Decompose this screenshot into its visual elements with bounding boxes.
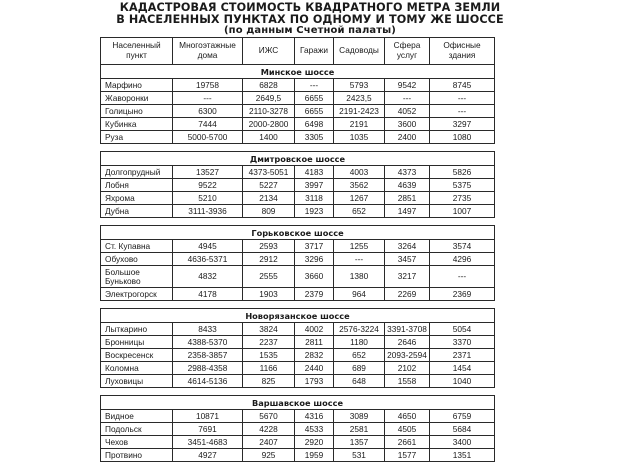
cell-gardeners: 1357	[334, 436, 385, 449]
cell-individual-housing: 1535	[243, 349, 295, 362]
cell-garages: 1793	[295, 375, 334, 388]
cell-offices: 5826	[430, 166, 495, 179]
cell-apartment-buildings: 2358-3857	[173, 349, 243, 362]
cell-services: 3457	[385, 253, 430, 266]
table-row	[101, 192, 495, 205]
cell-garages: 3660	[295, 266, 334, 288]
cell-apartment-buildings: 4945	[173, 240, 243, 253]
cell-locality: Электрогорск	[101, 288, 173, 301]
cell-individual-housing: 4373-5051	[243, 166, 295, 179]
cell-individual-housing: 5227	[243, 179, 295, 192]
cell-offices: 2735	[430, 192, 495, 205]
cell-offices: 3370	[430, 336, 495, 349]
section-title: Минское шоссе	[101, 65, 495, 79]
table-row	[101, 79, 495, 92]
cell-services: 1497	[385, 205, 430, 218]
cell-gardeners: 2576-3224	[334, 323, 385, 336]
cell-offices: 3574	[430, 240, 495, 253]
cell-gardeners: 652	[334, 205, 385, 218]
table-row	[101, 323, 495, 336]
cell-apartment-buildings: 19758	[173, 79, 243, 92]
cell-individual-housing: 5670	[243, 410, 295, 423]
cell-services: 2400	[385, 131, 430, 144]
cell-apartment-buildings: 9522	[173, 179, 243, 192]
cell-apartment-buildings: 3111-3936	[173, 205, 243, 218]
cell-gardeners: 5793	[334, 79, 385, 92]
cell-services: 3217	[385, 266, 430, 288]
cell-garages: 3717	[295, 240, 334, 253]
cell-garages: 4183	[295, 166, 334, 179]
cell-individual-housing: 825	[243, 375, 295, 388]
cell-services: 1577	[385, 449, 430, 462]
cell-gardeners: 2423,5	[334, 92, 385, 105]
cell-apartment-buildings: 8433	[173, 323, 243, 336]
section-spacer-cell	[101, 388, 495, 396]
cell-offices: 1080	[430, 131, 495, 144]
cell-gardeners: 1267	[334, 192, 385, 205]
cell-locality: Жаворонки	[101, 92, 173, 105]
cell-locality: Руза	[101, 131, 173, 144]
cadastral-price-table	[100, 37, 495, 462]
cell-offices: ---	[430, 92, 495, 105]
table-row	[101, 92, 495, 105]
table-row	[101, 240, 495, 253]
cell-locality: Голицыно	[101, 105, 173, 118]
header-offices: Офисные здания	[430, 38, 495, 65]
cell-apartment-buildings: ---	[173, 92, 243, 105]
table-row	[101, 349, 495, 362]
cell-services: 2646	[385, 336, 430, 349]
cell-individual-housing: 2407	[243, 436, 295, 449]
cell-offices: 4296	[430, 253, 495, 266]
cell-garages: 2832	[295, 349, 334, 362]
cell-individual-housing: 1166	[243, 362, 295, 375]
title-source-note: (по данным Счетной палаты)	[224, 25, 396, 36]
section-spacer	[101, 388, 495, 396]
cell-gardeners: 1380	[334, 266, 385, 288]
cell-services: 2093-2594	[385, 349, 430, 362]
cell-services: 2661	[385, 436, 430, 449]
section-header-row	[101, 309, 495, 323]
cell-apartment-buildings: 7691	[173, 423, 243, 436]
cell-garages: 2920	[295, 436, 334, 449]
header-gardeners: Садоводы	[334, 38, 385, 65]
table-row	[101, 118, 495, 131]
cell-offices: 3400	[430, 436, 495, 449]
cell-garages: 6655	[295, 105, 334, 118]
cell-apartment-buildings: 5000-5700	[173, 131, 243, 144]
cell-gardeners: 652	[334, 349, 385, 362]
table-header-row	[101, 38, 495, 65]
cell-apartment-buildings: 5210	[173, 192, 243, 205]
cell-individual-housing: 925	[243, 449, 295, 462]
table-row	[101, 410, 495, 423]
cell-locality: Яхрома	[101, 192, 173, 205]
cell-offices: 6759	[430, 410, 495, 423]
cell-individual-housing: 809	[243, 205, 295, 218]
title-line-1: КАДАСТРОВАЯ СТОИМОСТЬ КВАДРАТНОГО МЕТРА ЗЕМЛИ	[119, 1, 501, 14]
section-header-row	[101, 152, 495, 166]
table-body	[101, 65, 495, 462]
cell-gardeners: 3089	[334, 410, 385, 423]
cell-locality: Дубна	[101, 205, 173, 218]
table-row	[101, 253, 495, 266]
cell-individual-housing: 2237	[243, 336, 295, 349]
section-title: Варшавское шоссе	[101, 396, 495, 410]
section-header-row	[101, 396, 495, 410]
cell-services: 4373	[385, 166, 430, 179]
cell-gardeners: 1035	[334, 131, 385, 144]
cell-apartment-buildings: 4178	[173, 288, 243, 301]
cell-garages: 2440	[295, 362, 334, 375]
cell-offices: 2371	[430, 349, 495, 362]
cell-offices: 5054	[430, 323, 495, 336]
cell-apartment-buildings: 4832	[173, 266, 243, 288]
cell-individual-housing: 3824	[243, 323, 295, 336]
cell-locality: Чехов	[101, 436, 173, 449]
cell-services: 9542	[385, 79, 430, 92]
cell-services: 3264	[385, 240, 430, 253]
section-spacer-cell	[101, 301, 495, 309]
cell-garages: 3118	[295, 192, 334, 205]
cell-services: 3600	[385, 118, 430, 131]
header-garages: Гаражи	[295, 38, 334, 65]
cell-apartment-buildings: 2988-4358	[173, 362, 243, 375]
cell-garages: 2379	[295, 288, 334, 301]
cell-apartment-buildings: 13527	[173, 166, 243, 179]
cell-gardeners: 689	[334, 362, 385, 375]
cell-locality: Луховицы	[101, 375, 173, 388]
cell-gardeners: 2191-2423	[334, 105, 385, 118]
cell-locality: Большое Буньково	[101, 266, 173, 288]
cell-individual-housing: 2912	[243, 253, 295, 266]
cell-offices: 2369	[430, 288, 495, 301]
section-title: Горьковское шоссе	[101, 226, 495, 240]
cell-individual-housing: 1903	[243, 288, 295, 301]
cell-apartment-buildings: 10871	[173, 410, 243, 423]
cell-services: ---	[385, 92, 430, 105]
cell-garages: 4316	[295, 410, 334, 423]
header-apartment-buildings: Многоэтажные дома	[173, 38, 243, 65]
cell-gardeners: 2581	[334, 423, 385, 436]
section-header-row	[101, 65, 495, 79]
cell-locality: Марфино	[101, 79, 173, 92]
cell-apartment-buildings: 6300	[173, 105, 243, 118]
cell-apartment-buildings: 4636-5371	[173, 253, 243, 266]
table-row	[101, 166, 495, 179]
section-spacer	[101, 218, 495, 226]
cell-locality: Лыткарино	[101, 323, 173, 336]
table-row	[101, 362, 495, 375]
section-title: Дмитровское шоссе	[101, 152, 495, 166]
table-row	[101, 179, 495, 192]
cell-gardeners: 964	[334, 288, 385, 301]
cell-offices: 3297	[430, 118, 495, 131]
cell-services: 4505	[385, 423, 430, 436]
cell-apartment-buildings: 3451-4683	[173, 436, 243, 449]
cell-garages: 6498	[295, 118, 334, 131]
cell-services: 3391-3708	[385, 323, 430, 336]
cell-individual-housing: 2110-3278	[243, 105, 295, 118]
header-individual-housing: ИЖС	[243, 38, 295, 65]
table-row	[101, 266, 495, 288]
cell-garages: 2811	[295, 336, 334, 349]
cell-individual-housing: 2000-2800	[243, 118, 295, 131]
cell-locality: Лобня	[101, 179, 173, 192]
cell-individual-housing: 4228	[243, 423, 295, 436]
cell-gardeners: 4003	[334, 166, 385, 179]
cell-offices: ---	[430, 105, 495, 118]
cell-services: 4052	[385, 105, 430, 118]
cell-offices: 1351	[430, 449, 495, 462]
table-row	[101, 336, 495, 349]
cell-individual-housing: 2555	[243, 266, 295, 288]
cell-gardeners: 531	[334, 449, 385, 462]
table-row	[101, 288, 495, 301]
cell-offices: 5684	[430, 423, 495, 436]
table-row	[101, 105, 495, 118]
cell-locality: Коломна	[101, 362, 173, 375]
cell-services: 2269	[385, 288, 430, 301]
cell-gardeners: 1180	[334, 336, 385, 349]
section-title: Новорязанское шоссе	[101, 309, 495, 323]
cell-apartment-buildings: 7444	[173, 118, 243, 131]
cell-individual-housing: 2649,5	[243, 92, 295, 105]
table-row	[101, 449, 495, 462]
cell-garages: 4002	[295, 323, 334, 336]
section-spacer	[101, 301, 495, 309]
cell-individual-housing: 2134	[243, 192, 295, 205]
cell-gardeners: ---	[334, 253, 385, 266]
cell-offices: 1007	[430, 205, 495, 218]
cell-garages: ---	[295, 79, 334, 92]
cell-individual-housing: 1400	[243, 131, 295, 144]
cell-services: 2102	[385, 362, 430, 375]
cell-locality: Обухово	[101, 253, 173, 266]
table-row	[101, 375, 495, 388]
cell-locality: Воскресенск	[101, 349, 173, 362]
cell-services: 2851	[385, 192, 430, 205]
header-services: Сфера услуг	[385, 38, 430, 65]
table-row	[101, 131, 495, 144]
cell-garages: 6655	[295, 92, 334, 105]
cell-apartment-buildings: 4927	[173, 449, 243, 462]
section-spacer-cell	[101, 144, 495, 152]
cell-locality: Видное	[101, 410, 173, 423]
cell-gardeners: 648	[334, 375, 385, 388]
cell-garages: 1959	[295, 449, 334, 462]
cell-locality: Бронницы	[101, 336, 173, 349]
cell-offices: ---	[430, 266, 495, 288]
table-row	[101, 423, 495, 436]
cell-garages: 3296	[295, 253, 334, 266]
cell-locality: Протвино	[101, 449, 173, 462]
title-line-2: В НАСЕЛЕННЫХ ПУНКТАХ ПО ОДНОМУ И ТОМУ ЖЕ ШОССЕ	[116, 12, 504, 26]
cell-offices: 1040	[430, 375, 495, 388]
cell-services: 4650	[385, 410, 430, 423]
cell-garages: 4533	[295, 423, 334, 436]
cell-offices: 1454	[430, 362, 495, 375]
cell-offices: 5375	[430, 179, 495, 192]
cell-garages: 3305	[295, 131, 334, 144]
section-header-row	[101, 226, 495, 240]
cell-locality: Ст. Купавна	[101, 240, 173, 253]
cell-gardeners: 2191	[334, 118, 385, 131]
cell-gardeners: 3562	[334, 179, 385, 192]
section-spacer	[101, 144, 495, 152]
cell-apartment-buildings: 4614-5136	[173, 375, 243, 388]
cell-individual-housing: 6828	[243, 79, 295, 92]
section-spacer-cell	[101, 218, 495, 226]
cell-locality: Подольск	[101, 423, 173, 436]
header-locality: Населенный пункт	[101, 38, 173, 65]
cell-gardeners: 1255	[334, 240, 385, 253]
cell-offices: 8745	[430, 79, 495, 92]
cell-garages: 1923	[295, 205, 334, 218]
cell-garages: 3997	[295, 179, 334, 192]
cell-services: 4639	[385, 179, 430, 192]
table-row	[101, 436, 495, 449]
cell-locality: Долгопрудный	[101, 166, 173, 179]
table-row	[101, 205, 495, 218]
cell-services: 1558	[385, 375, 430, 388]
cell-locality: Кубинка	[101, 118, 173, 131]
cell-apartment-buildings: 4388-5370	[173, 336, 243, 349]
cell-individual-housing: 2593	[243, 240, 295, 253]
